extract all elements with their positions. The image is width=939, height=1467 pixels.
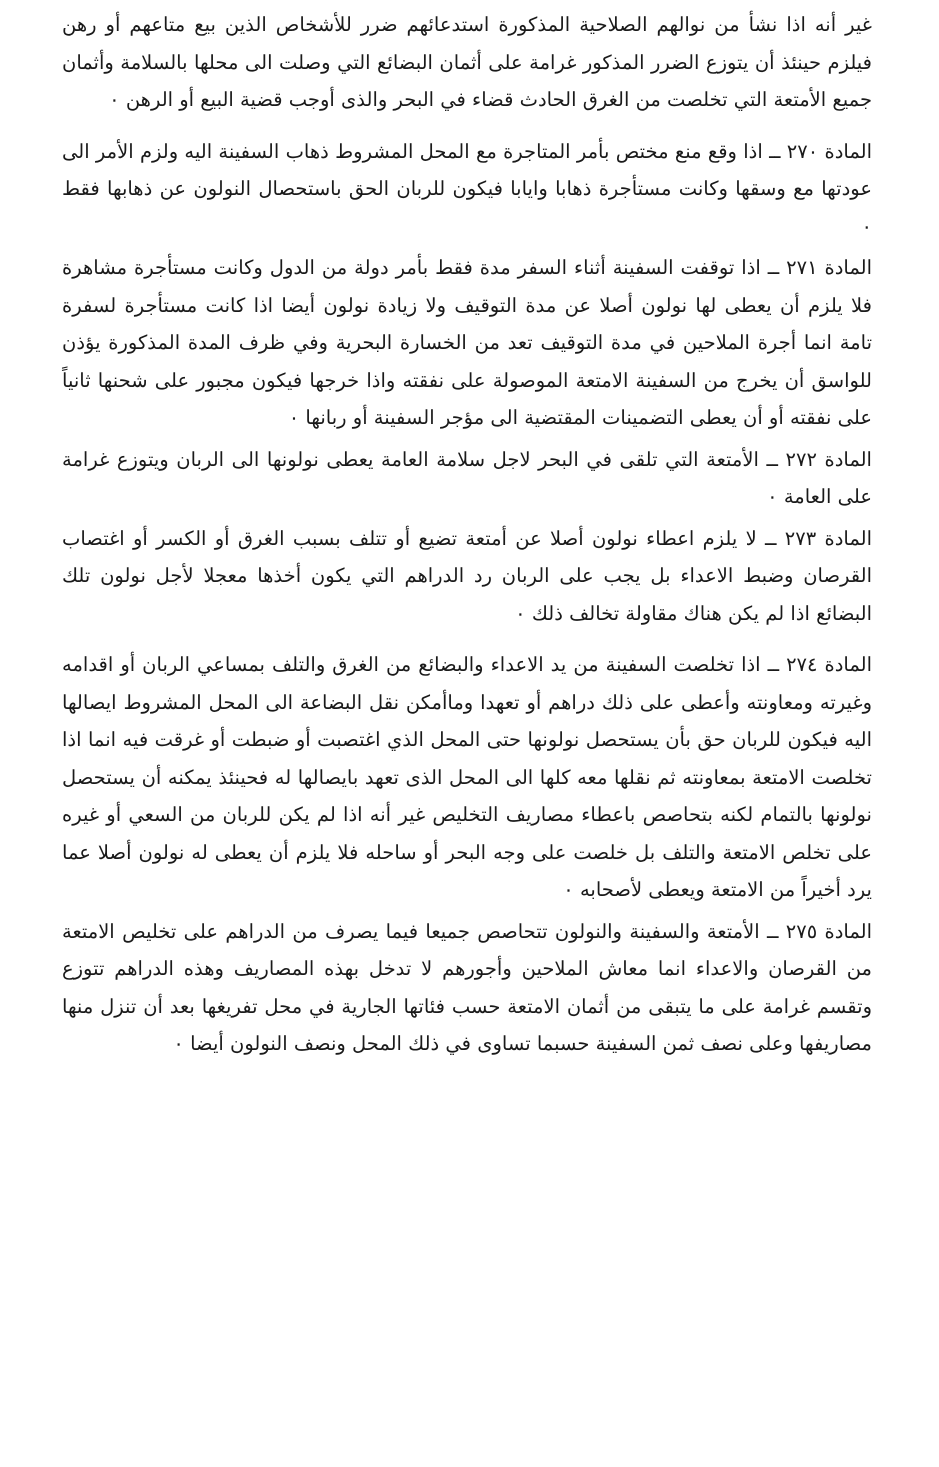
paragraph-intro: غير أنه اذا نشأ من نوالهم الصلاحية المذكورة استدعائهم ضرر للأشخاص الذين بيع متاعهم أو رهن فيلزم حينئذ أن يتوزع الضرر المذكور غرامة على أثمان البضائع التي وصلت الى محلها بالسلامة وأثمان جميع الأمتعة التي تخلصت من الغرق الحادث قضاء في البحر والذى أوجب قضية البيع أو الرهن ٠ (62, 13, 872, 111)
article-271: المادة ٢٧١ ــ اذا توقفت السفينة أثناء السفر مدة فقط بأمر دولة من الدول وكانت مستأجرة مشاهرة فلا يلزم أن يعطى لها نولون أصلا عن مدة التوقيف ولا زيادة نولون أيضا اذا كانت مستأجرة لسفرة تامة انما أجرة الملاحين في مدة التوقيف تعد من الخسارة البحرية وفي ظرف المدة المذكورة يؤذن للواسق أن يخرج من السفينة الامتعة الموصولة على نفقته واذا خرجها فيكون مجبور على شحنها ثانياً على نفقته أو أن يعطى التضمينات المقتضية الى مؤجر السفينة أو ربانها ٠ (62, 256, 872, 429)
article-272: المادة ٢٧٢ ــ الأمتعة التي تلقى في البحر لاجل سلامة العامة يعطى نولونها الى الربان ويتوزع غرامة على العامة ٠ (62, 447, 872, 508)
article-274: المادة ٢٧٤ ــ اذا تخلصت السفينة من يد الاعداء والبضائع من الغرق والتلف بمساعي الربان أو اقدامه وغيرته ومعاونته وأعطى على ذلك دراهم أو تعهدا وماأمكن نقل البضاعة الى المحل المشروط ايصالها اليه فيكون للربان حق بأن يستحصل نولونها حتى المحل الذي اغتصبت أو ضبطت أو غرقت فيه انما اذا تخلصت الامتعة بمعاونته ثم نقلها معه كلها الى المحل الذى تعهد بايصالها له فحينئذ يمكنه أن يستحصل نولونها بالتمام لكنه بتحاصص باعطاء مصاريف التخليص غير أنه اذا لم يكن للربان من السعي أو غيره على تخلص الامتعة والتلف بل خلصت على وجه البحر أو ساحله فلا يلزم أن يعطى له نولون أصلا عما يرد أخيراً من الامتعة ويعطى لأصحابه ٠ (62, 653, 872, 901)
article-270: المادة ٢٧٠ ــ اذا وقع منع مختص بأمر المتاجرة مع المحل المشروط ذهاب السفينة اليه ولزم الأمر الى عودتها مع وسقها وكانت مستأجرة ذهابا وايابا فيكون للربان الحق باستحصال النولون عن ذهابها فقط ٠ (62, 139, 872, 238)
article-275: المادة ٢٧٥ ــ الأمتعة والسفينة والنولون تتحاصص جميعا فيما يصرف من الدراهم على تخليص الامتعة من القرصان والاعداء انما معاش الملاحين وأجورهم لا تدخل بهذه المصاريف وهذه الدراهم تتوزع وتقسم غرامة على ما يتبقى من أثمان الامتعة حسب فئاتها الجارية في محل تفريغها بعد أن تنزل منها مصاريفها وعلى نصف ثمن السفينة حسبما تساوى في ذلك المحل ونصف النولون أيضا ٠ (62, 919, 872, 1055)
document-page (62, 6, 872, 1063)
article-273: المادة ٢٧٣ ــ لا يلزم اعطاء نولون أصلا عن أمتعة تضيع أو تتلف بسبب الغرق أو الكسر أو اغتصاب القرصان وضبط الاعداء بل يجب على الربان رد الدراهم التي يكون أخذها معجلا لأجل نولون تلك البضائع اذا لم يكن هناك مقاولة تخالف ذلك ٠ (62, 526, 872, 625)
